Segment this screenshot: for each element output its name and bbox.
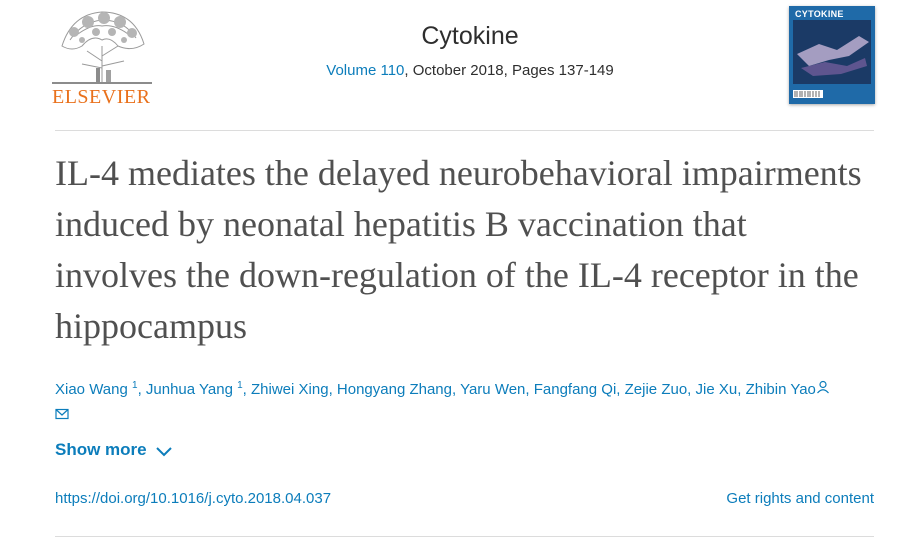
cover-title: CYTOKINE: [795, 9, 844, 19]
author-link[interactable]: Zejie Zuo: [624, 381, 688, 398]
author-list: Xiao Wang $^1$, Junhua Yang $^1$, Zhiwei Xing, Hongyang Zhang, Yaru Wen, Fangfang Qi, Zejie Zuo, Jie Xu, Zhibin Yao: [55, 373, 875, 429]
show-more-label: Show more: [55, 440, 147, 459]
author-link[interactable]: Fangfang Qi: [533, 381, 617, 398]
journal-cover-image[interactable]: [789, 6, 875, 104]
header-divider: [55, 130, 874, 131]
author-link[interactable]: Xiao Wang $^1$: [55, 380, 138, 398]
journal-issue-info: [280, 62, 660, 79]
envelope-icon[interactable]: [55, 403, 69, 429]
chevron-down-icon: [155, 445, 173, 457]
author-link[interactable]: Yaru Wen: [460, 381, 526, 398]
elsevier-tree-icon: [52, 6, 152, 86]
journal-title[interactable]: Cytokine: [421, 22, 519, 50]
author-link[interactable]: Junhua Yang $^1$: [145, 380, 243, 398]
elsevier-logo[interactable]: [52, 6, 152, 108]
article-header: [0, 0, 899, 130]
author-link[interactable]: Hongyang Zhang: [336, 381, 452, 398]
author-link[interactable]: Jie Xu: [695, 381, 738, 398]
author-link[interactable]: Zhiwei Xing: [251, 381, 329, 398]
elsevier-wordmark: ELSEVIER: [52, 86, 151, 108]
cover-art: [789, 6, 875, 104]
person-icon[interactable]: [816, 377, 830, 403]
volume-link[interactable]: Volume 110: [326, 62, 405, 79]
bottom-divider: [55, 536, 874, 537]
get-rights-link[interactable]: Get rights and content: [726, 490, 874, 507]
article-title: IL-4 mediates the delayed neurobehavioral impairments induced by neonatal hepatitis B vaccination that involves the down-regulation of the IL-4 receptor in the hippocampus: [55, 153, 862, 346]
journal-info: [280, 22, 660, 79]
show-more-button[interactable]: [55, 440, 173, 460]
issue-details: , October 2018, Pages 137-149: [404, 62, 614, 79]
doi-link[interactable]: https://doi.org/10.1016/j.cyto.2018.04.037: [55, 490, 332, 507]
author-link[interactable]: Zhibin Yao: [745, 381, 816, 398]
